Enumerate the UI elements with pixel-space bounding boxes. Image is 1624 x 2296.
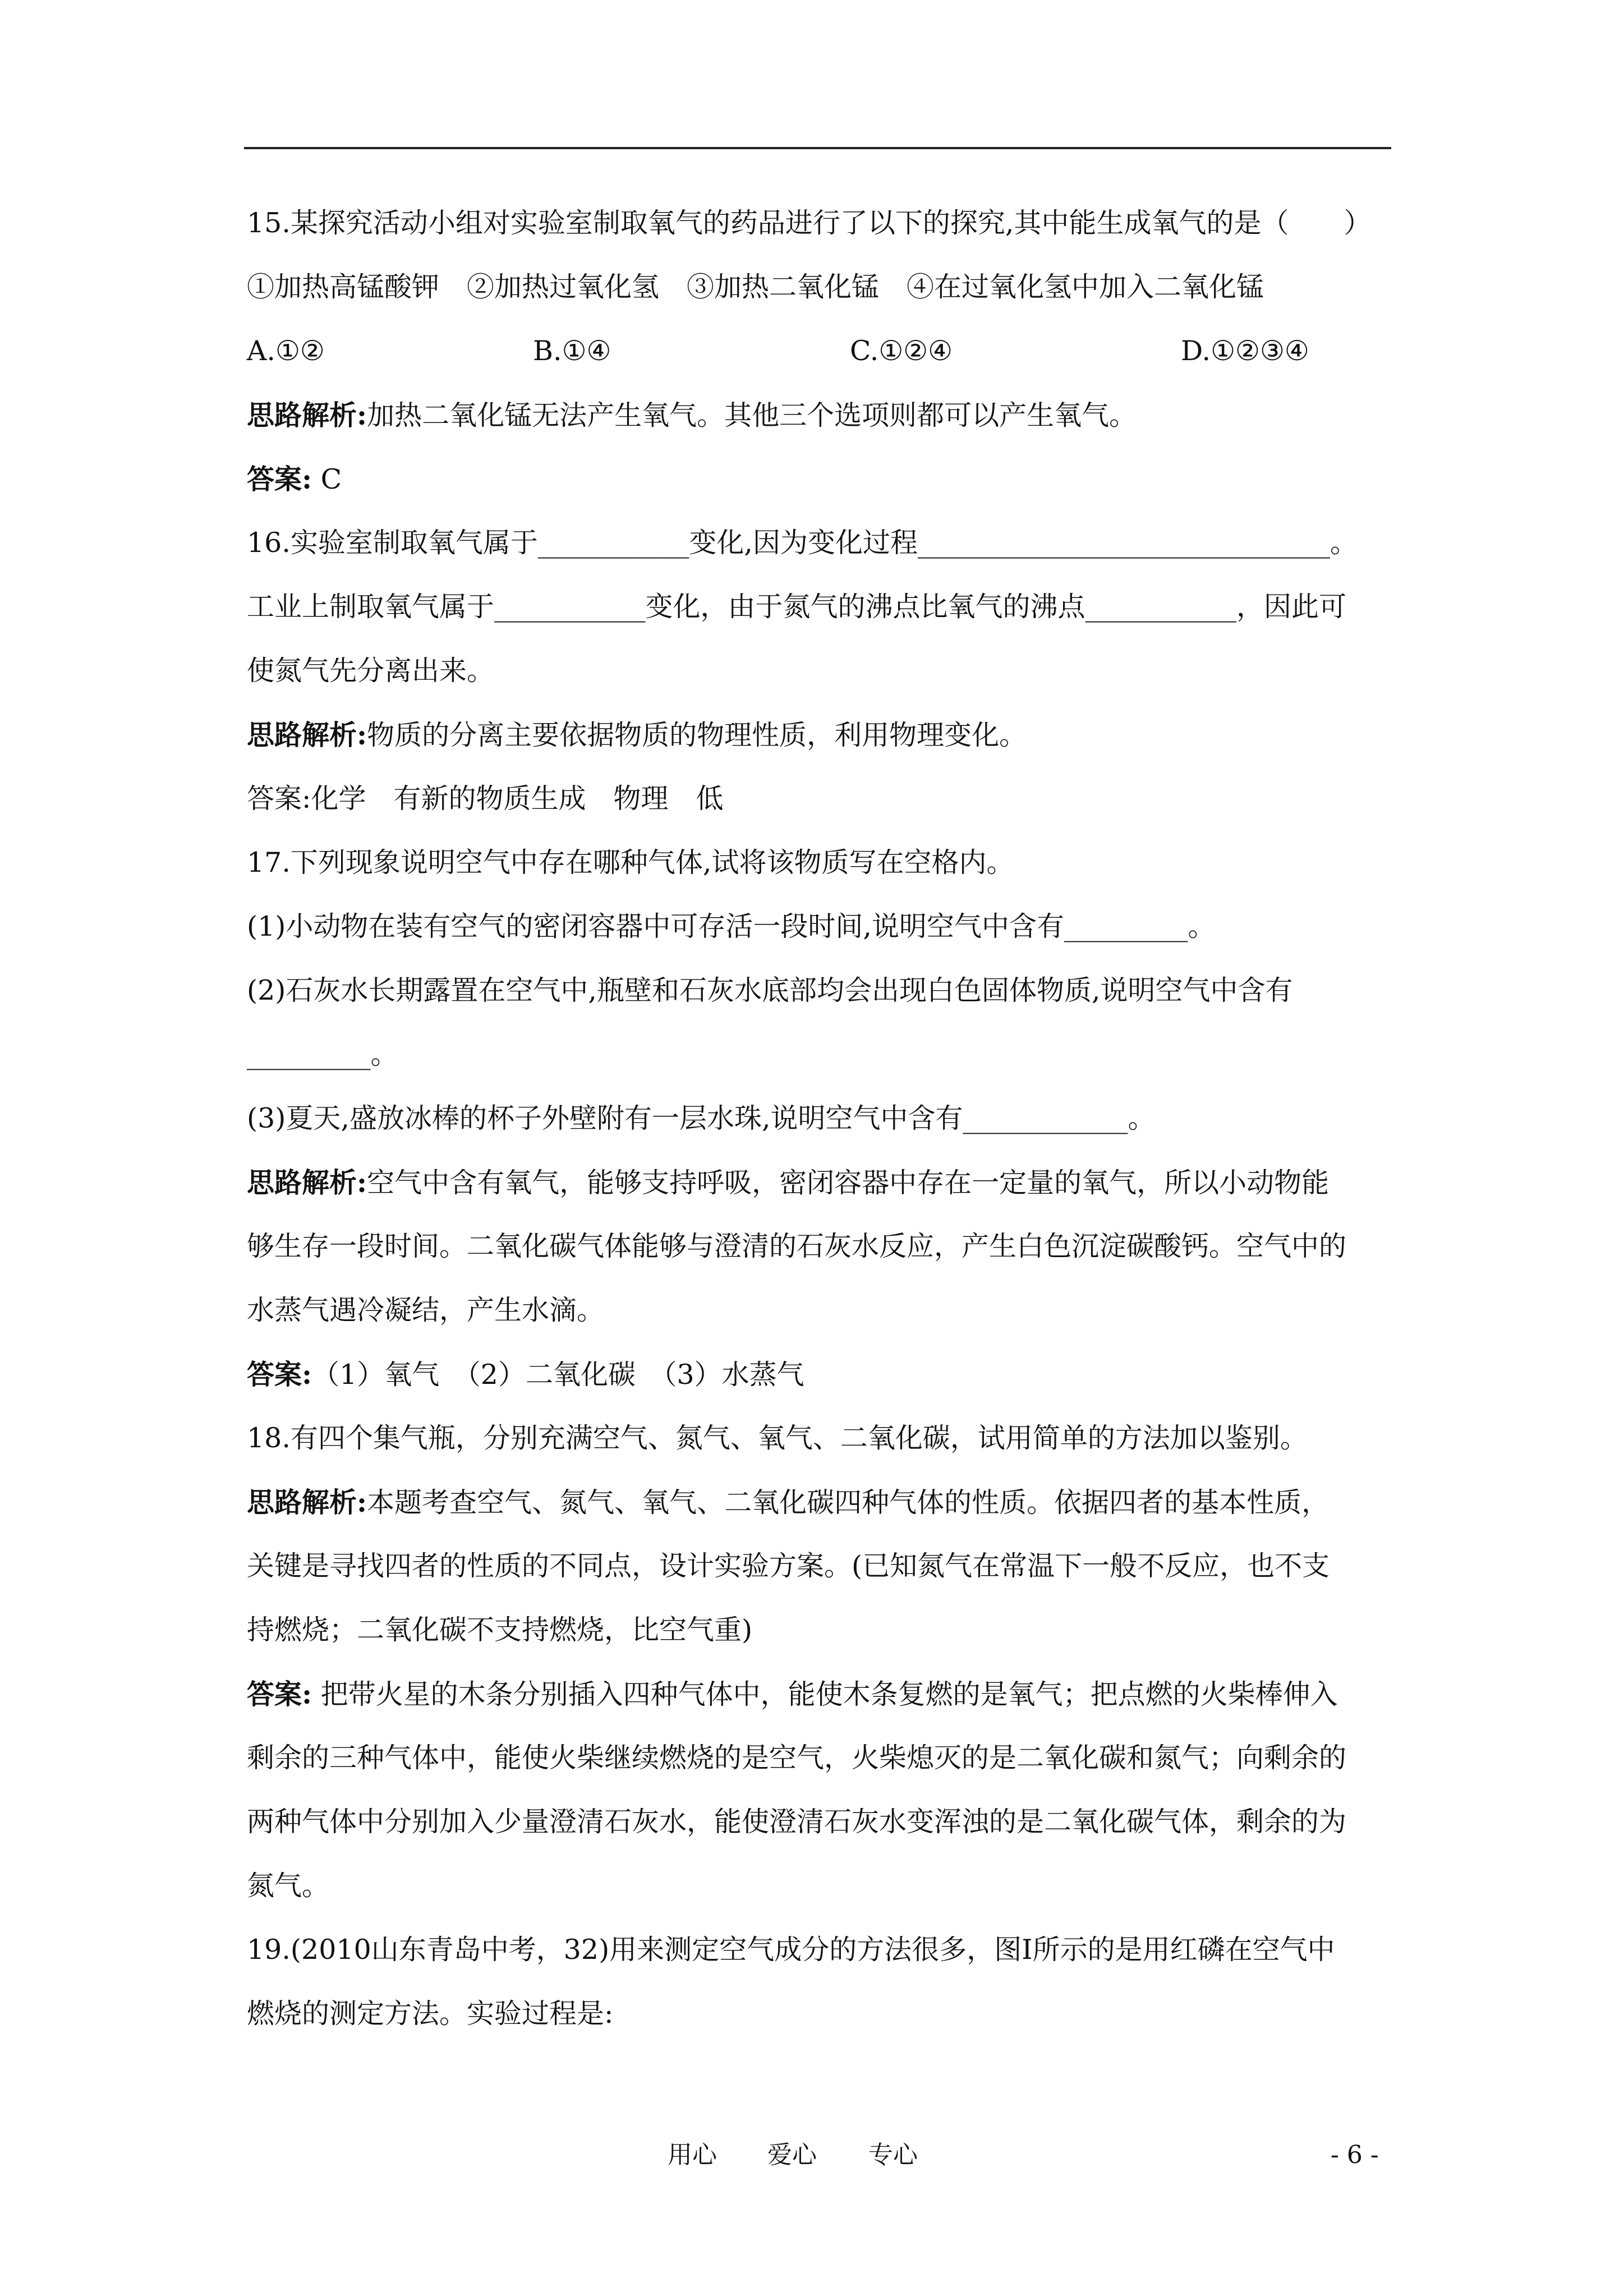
q17-analysis-2: 够生存一段时间。二氧化碳气体能够与澄清的石灰水反应，产生白色沉淀碳酸钙。空气中的 — [247, 1230, 1347, 1262]
answer-text: （1）氧气 （2）二氧化碳 （3）水蒸气 — [312, 1359, 804, 1391]
analysis-text: 加热二氧化锰无法产生氧气。其他三个选项则都可以产生氧气。 — [367, 399, 1137, 431]
q17-analysis-3: 水蒸气遇冷凝结，产生水滴。 — [247, 1294, 605, 1326]
q16-analysis — [247, 718, 1027, 752]
q18-analysis-2: 关键是寻找四者的性质的不同点，设计实验方案。(已知氮气在常温下一般不反应，也不支 — [247, 1550, 1330, 1582]
q15-option-c: C.①②④ — [850, 335, 953, 367]
footer-motto-1: 用心 — [668, 2141, 717, 2169]
q17-stem: 17.下列现象说明空气中存在哪种气体,试将该物质写在空格内。 — [247, 846, 1014, 878]
q17-answer — [247, 1358, 804, 1392]
q15-items: ①加热高锰酸钾 ②加热过氧化氢 ③加热二氧化锰 ④在过氧化氢中加入二氧化锰 — [247, 271, 1264, 303]
q15-analysis — [247, 398, 1137, 432]
q17-analysis-1 — [247, 1166, 1329, 1200]
q18-answer-2: 剩余的三种气体中，能使火柴继续燃烧的是空气，火柴熄灭的是二氧化碳和氮气；向剩余的 — [247, 1742, 1347, 1774]
analysis-text: 物质的分离主要依据物质的物理性质，利用物理变化。 — [367, 719, 1027, 751]
q18-analysis-3: 持燃烧；二氧化碳不支持燃烧，比空气重) — [247, 1614, 753, 1646]
answer-label: 答案: — [247, 1678, 312, 1710]
q16-answer: 答案:化学 有新的物质生成 物理 低 — [247, 783, 724, 815]
q19-line-1: 19.(2010山东青岛中考，32)用来测定空气成分的方法很多，图Ⅰ所示的是用红磷在空气中 — [247, 1934, 1335, 1966]
q15-option-a: A.①② — [247, 335, 325, 367]
q18-answer-3: 两种气体中分别加入少量澄清石灰水，能使澄清石灰水变浑浊的是二氧化碳气体，剩余的为 — [247, 1806, 1347, 1838]
q19-line-2: 燃烧的测定方法。实验过程是: — [247, 1998, 614, 2030]
answer-text: 把带火星的木条分别插入四种气体中，能使木条复燃的是氧气；把点燃的火柴棒伸入 — [312, 1678, 1338, 1710]
q15-answer — [247, 462, 342, 496]
q16-line-3: 使氮气先分离出来。 — [247, 655, 495, 687]
q15-stem: 15.某探究活动小组对实验室制取氧气的药品进行了以下的探究,其中能生成氧气的是（ ） — [247, 207, 1372, 239]
q17-part-2a: (2)石灰水长期露置在空气中,瓶壁和石灰水底部均会出现白色固体物质,说明空气中含有 — [247, 974, 1293, 1006]
analysis-label: 思路解析: — [247, 719, 367, 751]
q16-line-2: 工业上制取氧气属于___________变化，由于氮气的沸点比氧气的沸点___________，因此可 — [247, 591, 1347, 623]
answer-text: C — [312, 463, 342, 495]
q18-answer-1 — [247, 1677, 1338, 1711]
analysis-text: 本题考查空气、氮气、氧气、二氧化碳四种气体的性质。依据四者的基本性质， — [367, 1487, 1329, 1519]
footer-motto-3: 专心 — [868, 2141, 918, 2169]
q18-analysis-1 — [247, 1485, 1329, 1520]
footer-motto-2: 爱心 — [767, 2141, 817, 2169]
analysis-label: 思路解析: — [247, 1486, 367, 1519]
q17-part-1: (1)小动物在装有空气的密闭容器中可存活一段时间,说明空气中含有_________。 — [247, 910, 1216, 942]
q17-part-3: (3)夏天,盛放冰棒的杯子外壁附有一层水珠,说明空气中含有____________。 — [247, 1102, 1156, 1134]
q18-stem: 18.有四个集气瓶，分别充满空气、氮气、氧气、二氧化碳，试用简单的方法加以鉴别。 — [247, 1422, 1308, 1454]
analysis-text: 空气中含有氧气，能够支持呼吸，密闭容器中存在一定量的氧气，所以小动物能 — [367, 1167, 1329, 1199]
q17-part-2b: _________。 — [247, 1038, 398, 1070]
q15-option-d: D.①②③④ — [1181, 335, 1309, 367]
q16-line-1: 16.实验室制取氧气属于___________变化,因为变化过程______________________________。 — [247, 527, 1358, 559]
answer-label: 答案: — [247, 1358, 312, 1391]
analysis-label: 思路解析: — [247, 399, 367, 431]
answer-label: 答案: — [247, 463, 312, 495]
q18-answer-4: 氮气。 — [247, 1870, 330, 1902]
analysis-label: 思路解析: — [247, 1166, 367, 1199]
page-number: - 6 - — [1331, 2141, 1379, 2169]
q15-option-b: B.①④ — [533, 335, 611, 367]
header-rule — [244, 147, 1391, 149]
